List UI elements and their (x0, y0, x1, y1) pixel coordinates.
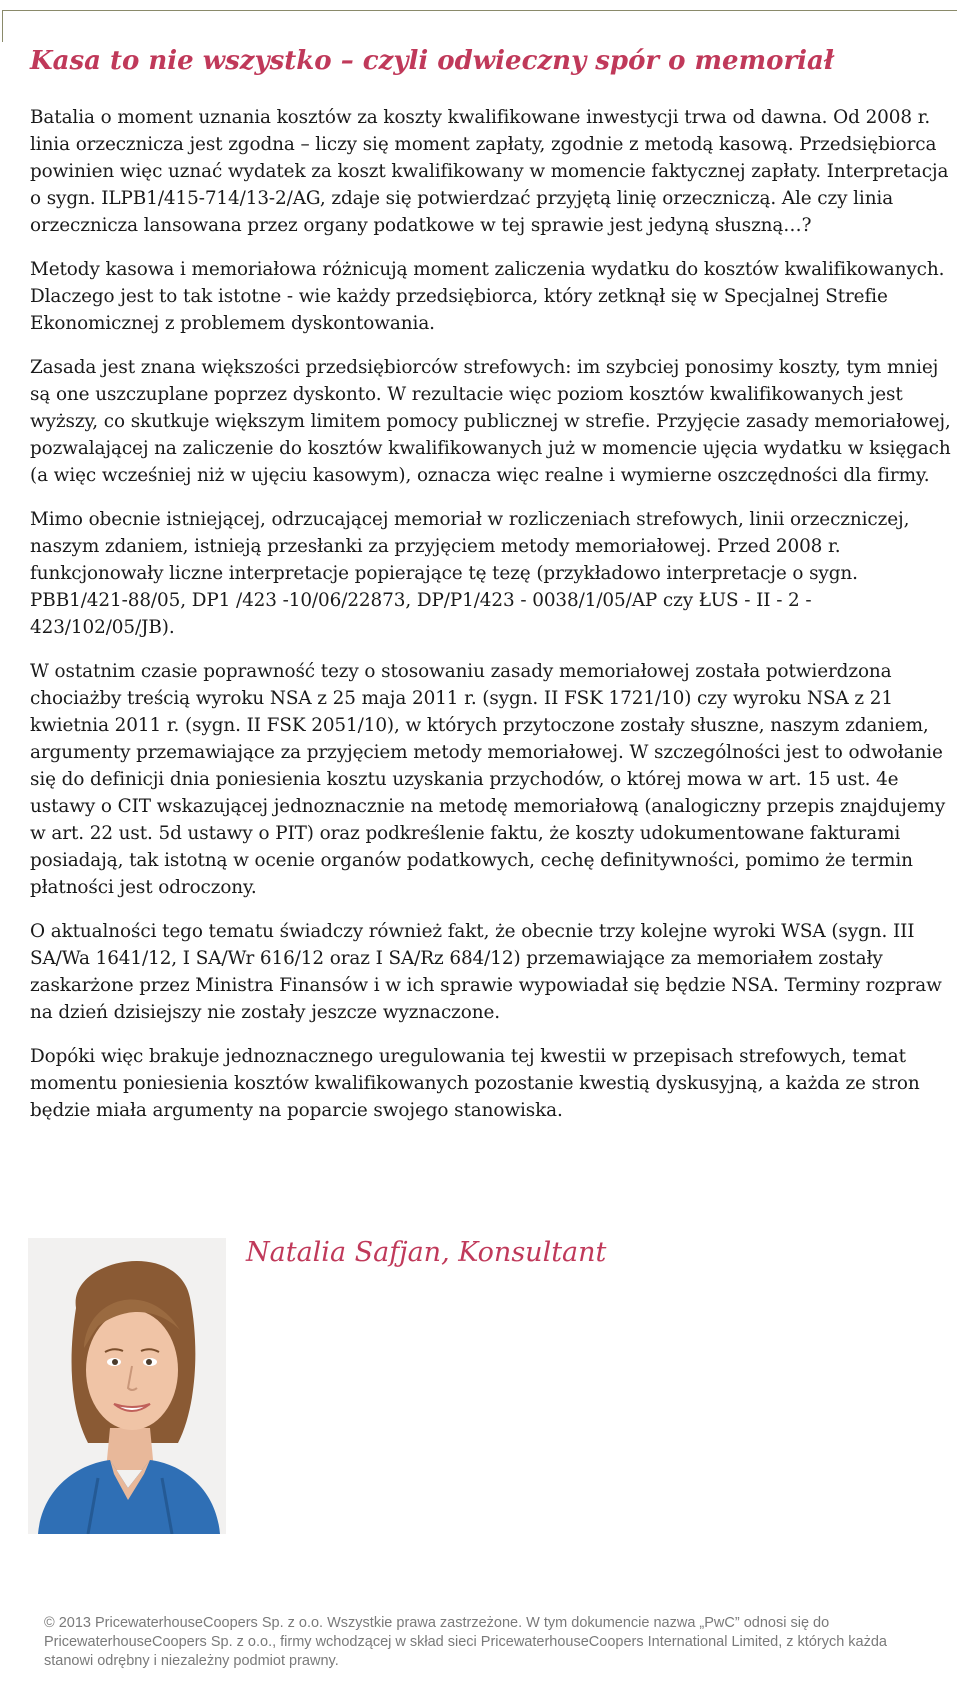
article-paragraph: Metody kasowa i memoriałowa różnicują moment zaliczenia wydatku do kosztów kwalifikowanych. Dlaczego jest to tak istotne - wie każdy przedsiębiorca, który zetknął się w Specjalnej Strefie Ekonomicznej z problemem dyskontowania. (30, 259, 945, 334)
copyright-footer: © 2013 PricewaterhouseCoopers Sp. z o.o. Wszystkie prawa zastrzeżone. W tym dokumencie nazwa „PwC” odnosi się do PricewaterhouseCoopers Sp. z o.o., firmy wchodzącej w skład sieci PricewaterhouseCoopers International Limited, z których każda stanowi odrębny i niezależny podmiot prawny. (44, 1615, 887, 1669)
article-paragraph: Mimo obecnie istniejącej, odrzucającej memoriał w rozliczeniach strefowych, linii orzeczniczej, naszym zdaniem, istnieją przesłanki za przyjęciem metody memoriałowej. Przed 2008 r. funkcjonowały liczne interpretacje popierające tę tezę (przykładowo interpretacje o sygn. PBB1/421-88/05, DP1 /423 -10/06/22873, DP/P1/423 - 0038/1/05/AP czy ŁUS - II - 2 - 423/102/05/JB). (30, 509, 910, 638)
author-name: Natalia Safjan, Konsultant (246, 1237, 607, 1268)
article-paragraph: Batalia o moment uznania kosztów za koszty kwalifikowane inwestycji trwa od dawna. Od 2008 r. linia orzecznicza jest zgodna – liczy się moment zapłaty, zgodnie z metodą kasową. Przedsiębiorca powinien więc uznać wydatek za koszt kwalifikowany w momencie faktycznej zapłaty. Interpretacja o sygn. ILPB1/415-714/13-2/AG, zdaje się potwierdzać przyjętą linię orzeczniczą. Ale czy linia orzecznicza lansowana przez organy podatkowe w tej sprawie jest jedyną słuszną…? (30, 107, 949, 236)
author-block (28, 1236, 928, 1536)
article-paragraph: O aktualności tego tematu świadczy również fakt, że obecnie trzy kolejne wyroki WSA (sygn. III SA/Wa 1641/12, I SA/Wr 616/12 oraz I SA/Rz 684/12) przemawiające za memoriałem zostały zaskarżone przez Ministra Finansów i w ich sprawie wypowiadał się będzie NSA. Terminy rozpraw na dzień dzisiejszy nie zostały jeszcze wyznaczone. (30, 921, 942, 1023)
article-paragraph: W ostatnim czasie poprawność tezy o stosowaniu zasady memoriałowej została potwierdzona chociażby treścią wyroku NSA z 25 maja 2011 r. (sygn. II FSK 1721/10) czy wyroku NSA z 21 kwietnia 2011 r. (sygn. II FSK 2051/10), w których przytoczone zostały słuszne, naszym zdaniem, argumenty przemawiające za przyjęciem metody memoriałowej. W szczególności jest to odwołanie się do definicji dnia poniesienia kosztu uzyskania przychodów, o której mowa w art. 15 ust. 4e ustawy o CIT wskazującej jednoznacznie na metodę memoriałową (analogiczny przepis znajdujemy w art. 22 ust. 5d ustawy o PIT) oraz podkreślenie faktu, że koszty udokumentowane fakturami posiadają, tak istotną w ocenie organów podatkowych, cechę definitywności, pomimo że termin płatności jest odroczony. (30, 661, 946, 898)
author-portrait (28, 1238, 226, 1534)
article-paragraph: Dopóki więc brakuje jednoznacznego uregulowania tej kwestii w przepisach strefowych, temat momentu poniesienia kosztów kwalifikowanych pozostanie kwestią dyskusyjną, a każda ze stron będzie miała argumenty na poparcie swojego stanowiska. (30, 1046, 920, 1121)
article-body (30, 104, 955, 1141)
frame-left-rule (2, 10, 3, 42)
article-title: Kasa to nie wszystko – czyli odwieczny spór o memoriał (30, 46, 834, 76)
frame-top-rule (2, 10, 957, 11)
article-paragraph: Zasada jest znana większości przedsiębiorców strefowych: im szybciej ponosimy koszty, tym mniej są one uszczuplane poprzez dyskonto. W rezultacie więc poziom kosztów kwalifikowanych jest wyższy, co skutkuje większym limitem pomocy publicznej w strefie. Przyjęcie zasady memoriałowej, pozwalającej na zaliczenie do kosztów kwalifikowanych już w momencie ujęcia wydatku w księgach (a więc wcześniej niż w ujęciu kasowym), oznacza więc realne i wymierne oszczędności dla firmy. (30, 357, 951, 486)
